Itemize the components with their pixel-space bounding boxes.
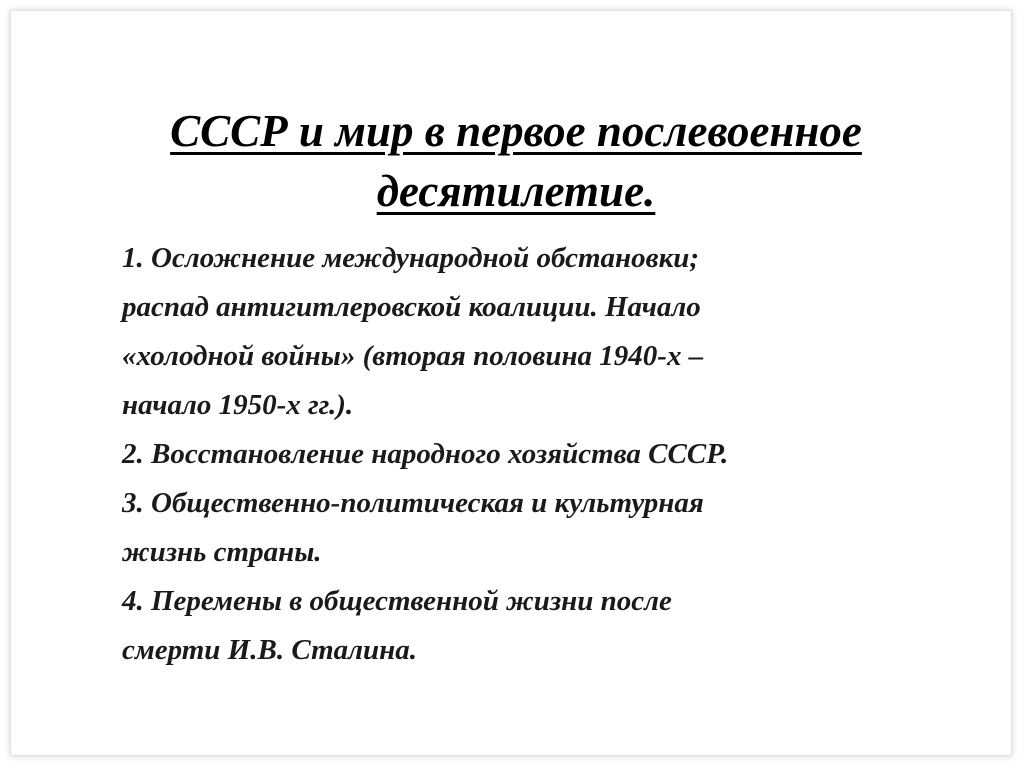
slide-title-line-2: десятилетие. (376, 166, 656, 216)
list-item-3 (122, 479, 942, 577)
slide-item-list (122, 234, 942, 675)
list-item-1-line-3: «холодной войны» (вторая половина 1940-х – (122, 340, 704, 372)
list-item-1 (122, 234, 942, 430)
list-item-4-line-1: 4. Перемены в общественной жизни после (122, 585, 672, 617)
list-item-2-line-1: 2. Восстановление народного хозяйства СССР. (122, 438, 729, 470)
list-item-4 (122, 577, 942, 675)
list-item-1-line-4: начало 1950-х гг.). (122, 389, 354, 421)
list-item-1-line-1: 1. Осложнение международной обстановки; (122, 242, 700, 274)
list-item-3-line-2: жизнь страны. (122, 536, 322, 568)
list-item-1-line-2: распад антигитлеровской коалиции. Начало (122, 291, 701, 323)
list-item-2 (122, 430, 942, 479)
list-item-4-line-2: смерти И.В. Сталина. (122, 634, 417, 666)
list-item-3-line-1: 3. Общественно-политическая и культурная (122, 487, 704, 519)
slide-title (81, 101, 951, 221)
slide-title-line-1: СССР и мир в первое послевоенное (170, 106, 862, 156)
